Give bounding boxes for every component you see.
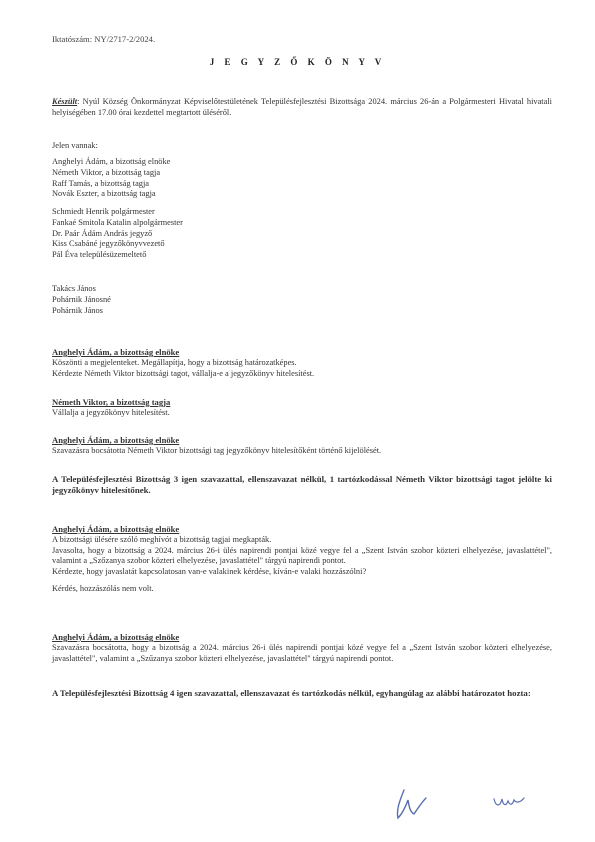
intro-paragraph [52, 97, 552, 119]
section-line: Köszönti a megjelenteket. Megállapítja, hogy a bizottság határozatképes. [52, 357, 297, 367]
section-5 [52, 632, 552, 664]
attendee: Fankaé Smitola Katalin alpolgármester [52, 217, 183, 227]
attendee: Németh Viktor, a bizottság tagja [52, 167, 161, 177]
attendee: Anghelyi Ádám, a bizottság elnöke [52, 157, 171, 166]
committee-list [52, 157, 552, 200]
speaker-heading: Németh Viktor, a bizottság tagja [52, 397, 171, 407]
section-line: Kérdezte Németh Viktor bizottsági tagot, vállalja-e a jegyzőkönyv hitelesítést. [52, 368, 315, 378]
intro-label: Készült [52, 97, 78, 106]
guests-list [52, 284, 552, 316]
section-note: Kérdés, hozzászólás nem volt. [52, 583, 154, 593]
attendee: Raff Tamás, a bizottság tagja [52, 178, 150, 188]
section-line: A bizottsági ülésére szóló meghívót a bizottság tagjai megkapták. [52, 534, 272, 544]
section-line: Javasolta, hogy a bizottság a 2024. március 26-i ülés napirendi pontjai közé vegye fel a „Szent István szobor közteri elhelyezése, javaslattétel", valamint a „Szőzanya szobor közteri elhelyezése, javaslattétel" tárgyú napirendi pontot. [52, 545, 552, 566]
attendee: Pál Éva településüzemeltető [52, 250, 147, 260]
attendee: Dr. Paár Ádám András jegyző [52, 228, 153, 238]
attendee: Schmiedt Henrik polgármester [52, 207, 155, 216]
present-label: Jelen vannak: [52, 141, 98, 150]
section-4 [52, 524, 552, 595]
section-text: Szavazásra bocsátotta, hogy a bizottság a 2024. március 26-i ülés napirendi pontjai közé vegye fel a „Szent István szobor közteri elhelyezése, javaslattétel", valamint a „Szűzanya szobor közteri elhelyezése, javaslattétel" tárgyú napirendi pontot. [52, 642, 552, 663]
reference-number: Iktatószám: NY/2717-2/2024. [52, 34, 156, 44]
section-line: Szavazásra bocsátotta Németh Viktor bizottsági tag jegyzőkönyv hitelesítőként történő kijelölését. [52, 445, 382, 455]
guest: Pohárnik János [52, 305, 103, 315]
signature-2 [492, 793, 526, 811]
section-2 [52, 397, 552, 419]
attendee: Novák Eszter, a bizottság tagja [52, 189, 156, 199]
speaker-heading: Anghelyi Ádám, a bizottság elnöke [52, 435, 180, 445]
section-line: Kérdezte, hogy javaslatát kapcsolatosan van-e valakinek kérdése, kíván-e valaki hozzászólni? [52, 567, 367, 577]
section-line: Vállalja a jegyzőkönyv hitelesítést. [52, 407, 170, 417]
intro-text: : Nyúl Község Önkormányzat Képviselőtestületének Településfejlesztési Bizottsága 2024. március 26-án a Polgármesteri Hivatal hivatali helyiségében 17.00 órai kezdettel megtartott üléséről. [52, 97, 552, 117]
attendee: Kiss Csabáné jegyzőkönyvvezető [52, 239, 165, 249]
speaker-heading: Anghelyi Ádám, a bizottság elnöke [52, 347, 180, 357]
signature-1 [392, 786, 432, 822]
section-1 [52, 347, 552, 379]
speaker-heading: Anghelyi Ádám, a bizottság elnöke [52, 524, 180, 534]
section-3 [52, 435, 552, 457]
decision-2: A Településfejlesztési Bizottság 4 igen szavazattal, ellenszavazat és tartózkodás nélkül, egyhangúlag az alábbi határozatot hozta: [52, 688, 531, 698]
decision-1: A Településfejlesztési Bizottság 3 igen szavazattal, ellenszavazat nélkül, 1 tartózkodással Németh Viktor bizottsági tagot jelölte ki jegyzőkönyv hitelesítőnek. [52, 474, 552, 495]
speaker-heading: Anghelyi Ádám, a bizottság elnöke [52, 632, 180, 642]
document-title: J E G Y Z Ő K Ö N Y V [209, 57, 386, 67]
guest: Pohárnik Jánosné [52, 294, 111, 304]
guest: Takács János [52, 284, 96, 293]
officials-list [52, 207, 552, 261]
